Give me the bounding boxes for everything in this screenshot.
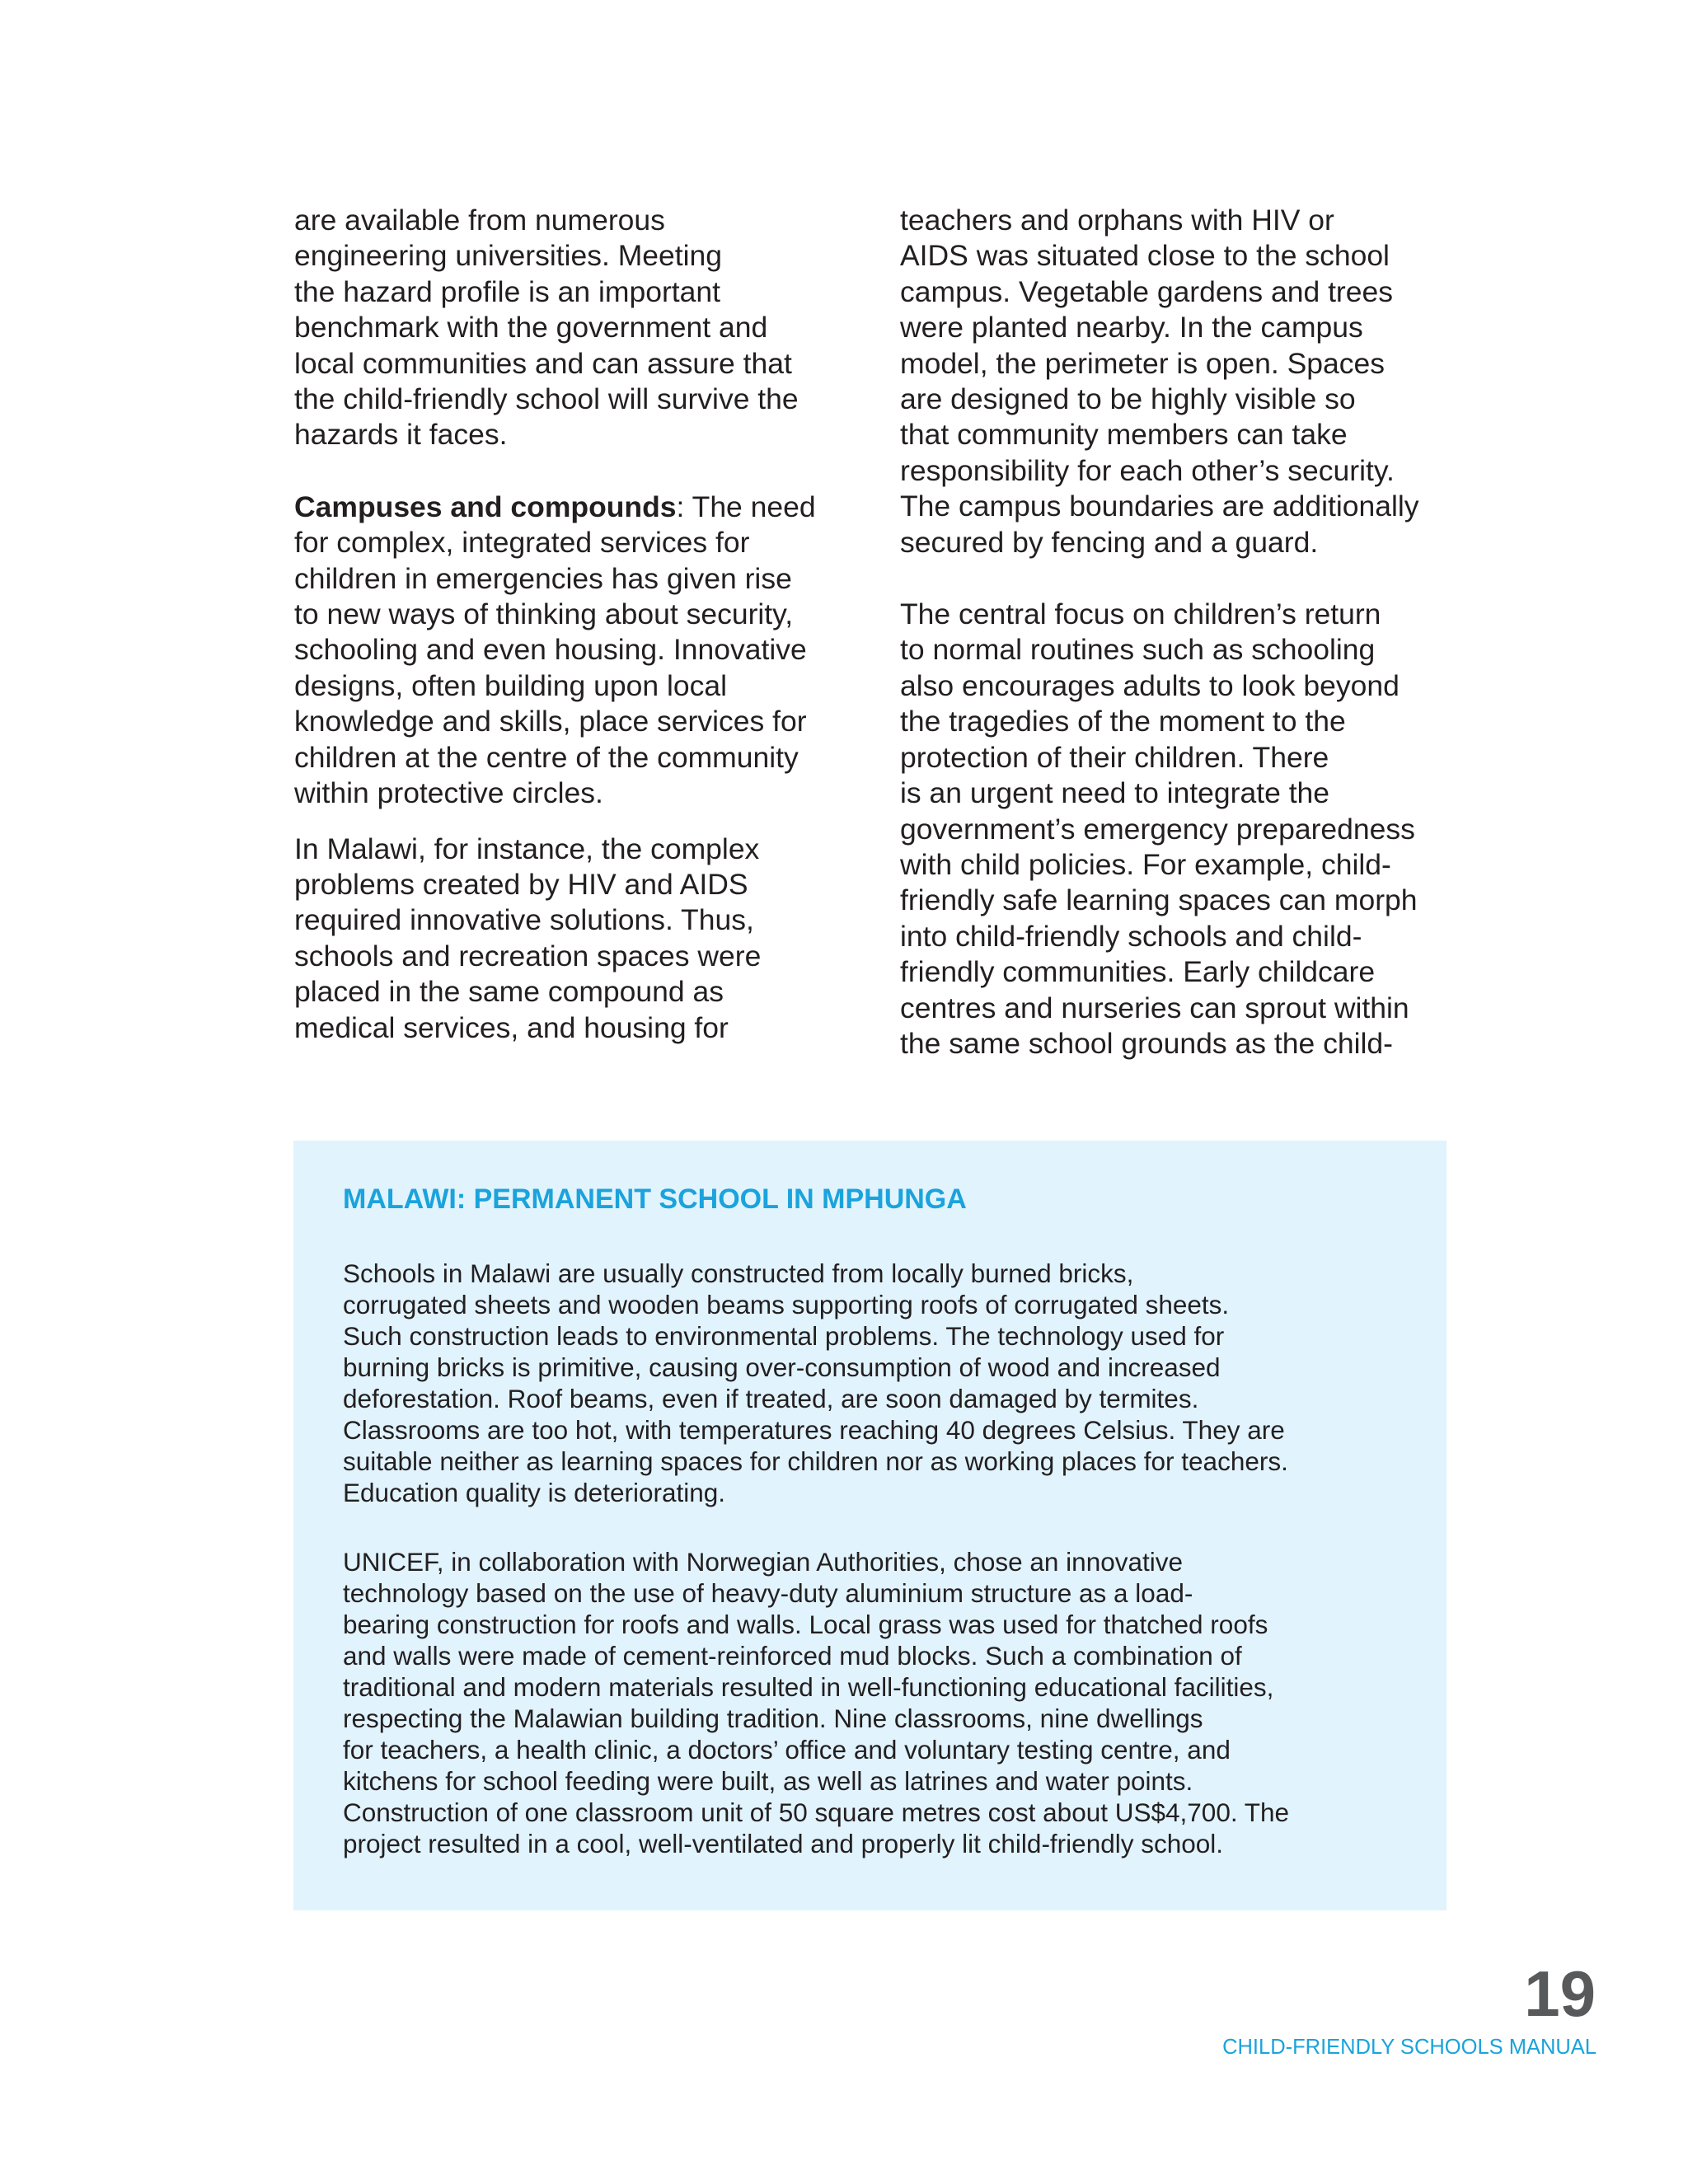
text-line: are designed to be highly visible so: [900, 382, 1356, 416]
text-line: The central focus on children’s return: [900, 598, 1381, 631]
text-line: teachers and orphans with HIV or: [900, 204, 1334, 237]
text-line: Construction of one classroom unit of 50 square metres cost about US$4,700. The: [343, 1797, 1290, 1827]
text-line: Education quality is deteriorating.: [343, 1478, 726, 1507]
text-line: burning bricks is primitive, causing over-consumption of wood and increased: [343, 1352, 1221, 1382]
case-study-para-2: [343, 1546, 1289, 1859]
text-line: friendly communities. Early childcare: [900, 955, 1376, 989]
text-line: are available from numerous: [294, 204, 665, 237]
text-line: medical services, and housing for: [294, 1010, 729, 1044]
text-line: engineering universities. Meeting: [294, 239, 722, 273]
text-line: model, the perimeter is open. Spaces: [900, 346, 1386, 380]
page-number: 19: [1524, 1957, 1596, 2030]
text-line: government’s emergency preparedness: [900, 812, 1415, 846]
text-line: for teachers, a health clinic, a doctors’ office and voluntary testing centre, and: [343, 1735, 1231, 1765]
text-line: local communities and can assure that: [294, 346, 792, 380]
text-line: The campus boundaries are additionally: [900, 490, 1419, 523]
text-line: suitable neither as learning spaces for children nor as working places for teachers.: [343, 1446, 1288, 1476]
case-study-para-1: [343, 1258, 1289, 1508]
text-line: to new ways of thinking about security,: [294, 598, 794, 631]
case-study-box: [293, 1141, 1447, 1910]
text-line: designs, often building upon local: [294, 668, 727, 702]
right-para-2: [900, 597, 1493, 1062]
text-line: to normal routines such as schooling: [900, 633, 1376, 667]
text-line: respecting the Malawian building tradition. Nine classrooms, nine dwellings: [343, 1704, 1203, 1733]
text-line: friendly safe learning spaces can morph: [900, 883, 1418, 917]
text-line: the tragedies of the moment to the: [900, 705, 1346, 738]
left-para-1: [294, 203, 871, 453]
subheading-campuses: Campuses and compounds: [294, 490, 677, 523]
text-line: placed in the same compound as: [294, 975, 724, 1009]
text-line: project resulted in a cool, well-ventilated and properly lit child-friendly school.: [343, 1829, 1224, 1858]
text-line: responsibility for each other’s security.: [900, 453, 1395, 487]
text-line: with child policies. For example, child-: [900, 847, 1391, 881]
text-line: AIDS was situated close to the school: [900, 239, 1390, 273]
text-fragment: : The need: [676, 490, 816, 523]
right-para-1: [900, 203, 1493, 560]
text-line: knowledge and skills, place services for: [294, 705, 807, 738]
text-line: within protective circles.: [294, 776, 603, 810]
left-column: [294, 203, 871, 1046]
text-line: the same school grounds as the child-: [900, 1026, 1393, 1060]
text-line: that community members can take: [900, 418, 1348, 452]
text-line: the hazard profile is an important: [294, 274, 721, 308]
text-line: schools and recreation spaces were: [294, 939, 762, 972]
text-line: centres and nurseries can sprout within: [900, 991, 1409, 1024]
text-line: Such construction leads to environmental problems. The technology used for: [343, 1321, 1225, 1351]
text-line: campus. Vegetable gardens and trees: [900, 274, 1393, 308]
text-line: for complex, integrated services for: [294, 526, 750, 560]
right-column: [900, 203, 1493, 1062]
text-line: hazards it faces.: [294, 418, 508, 452]
text-line: also encourages adults to look beyond: [900, 668, 1400, 702]
text-line: is an urgent need to integrate the: [900, 776, 1330, 810]
text-line: In Malawi, for instance, the complex: [294, 832, 760, 865]
text-line: protection of their children. There: [900, 740, 1329, 774]
text-line: technology based on the use of heavy-duty aluminium structure as a load-: [343, 1578, 1193, 1608]
text-line: Schools in Malawi are usually constructed from locally burned bricks,: [343, 1258, 1134, 1288]
text-line: the child-friendly school will survive the: [294, 382, 799, 416]
text-line: Classrooms are too hot, with temperatures reaching 40 degrees Celsius. They are: [343, 1415, 1285, 1445]
text-line: secured by fencing and a guard.: [900, 525, 1319, 559]
text-line: were planted nearby. In the campus: [900, 311, 1363, 344]
text-line: deforestation. Roof beams, even if treated, are soon damaged by termites.: [343, 1384, 1199, 1413]
text-line: children at the centre of the community: [294, 740, 799, 774]
text-line: and walls were made of cement-reinforced mud blocks. Such a combination of: [343, 1641, 1242, 1671]
text-line: [294, 490, 871, 525]
left-para-2: [294, 490, 871, 812]
text-line: traditional and modern materials resulted in well-functioning educational facilities,: [343, 1672, 1274, 1702]
text-line: kitchens for school feeding were built, as well as latrines and water points.: [343, 1766, 1193, 1796]
case-study-body: [343, 1258, 1289, 1859]
text-line: schooling and even housing. Innovative: [294, 633, 807, 667]
left-para-3: [294, 832, 871, 1046]
text-line: benchmark with the government and: [294, 311, 768, 344]
text-line: corrugated sheets and wooden beams supporting roofs of corrugated sheets.: [343, 1290, 1230, 1319]
text-line: children in emergencies has given rise: [294, 561, 792, 595]
case-study-title: MALAWI: PERMANENT SCHOOL IN MPHUNGA: [343, 1183, 967, 1215]
text-line: problems created by HIV and AIDS: [294, 867, 748, 901]
text-line: into child-friendly schools and child-: [900, 919, 1362, 953]
footer-manual-title: CHILD-FRIENDLY SCHOOLS MANUAL: [1222, 2036, 1597, 2059]
text-line: required innovative solutions. Thus,: [294, 903, 754, 937]
text-line: bearing construction for roofs and walls. Local grass was used for thatched roofs: [343, 1610, 1268, 1639]
text-line: UNICEF, in collaboration with Norwegian Authorities, chose an innovative: [343, 1547, 1184, 1577]
